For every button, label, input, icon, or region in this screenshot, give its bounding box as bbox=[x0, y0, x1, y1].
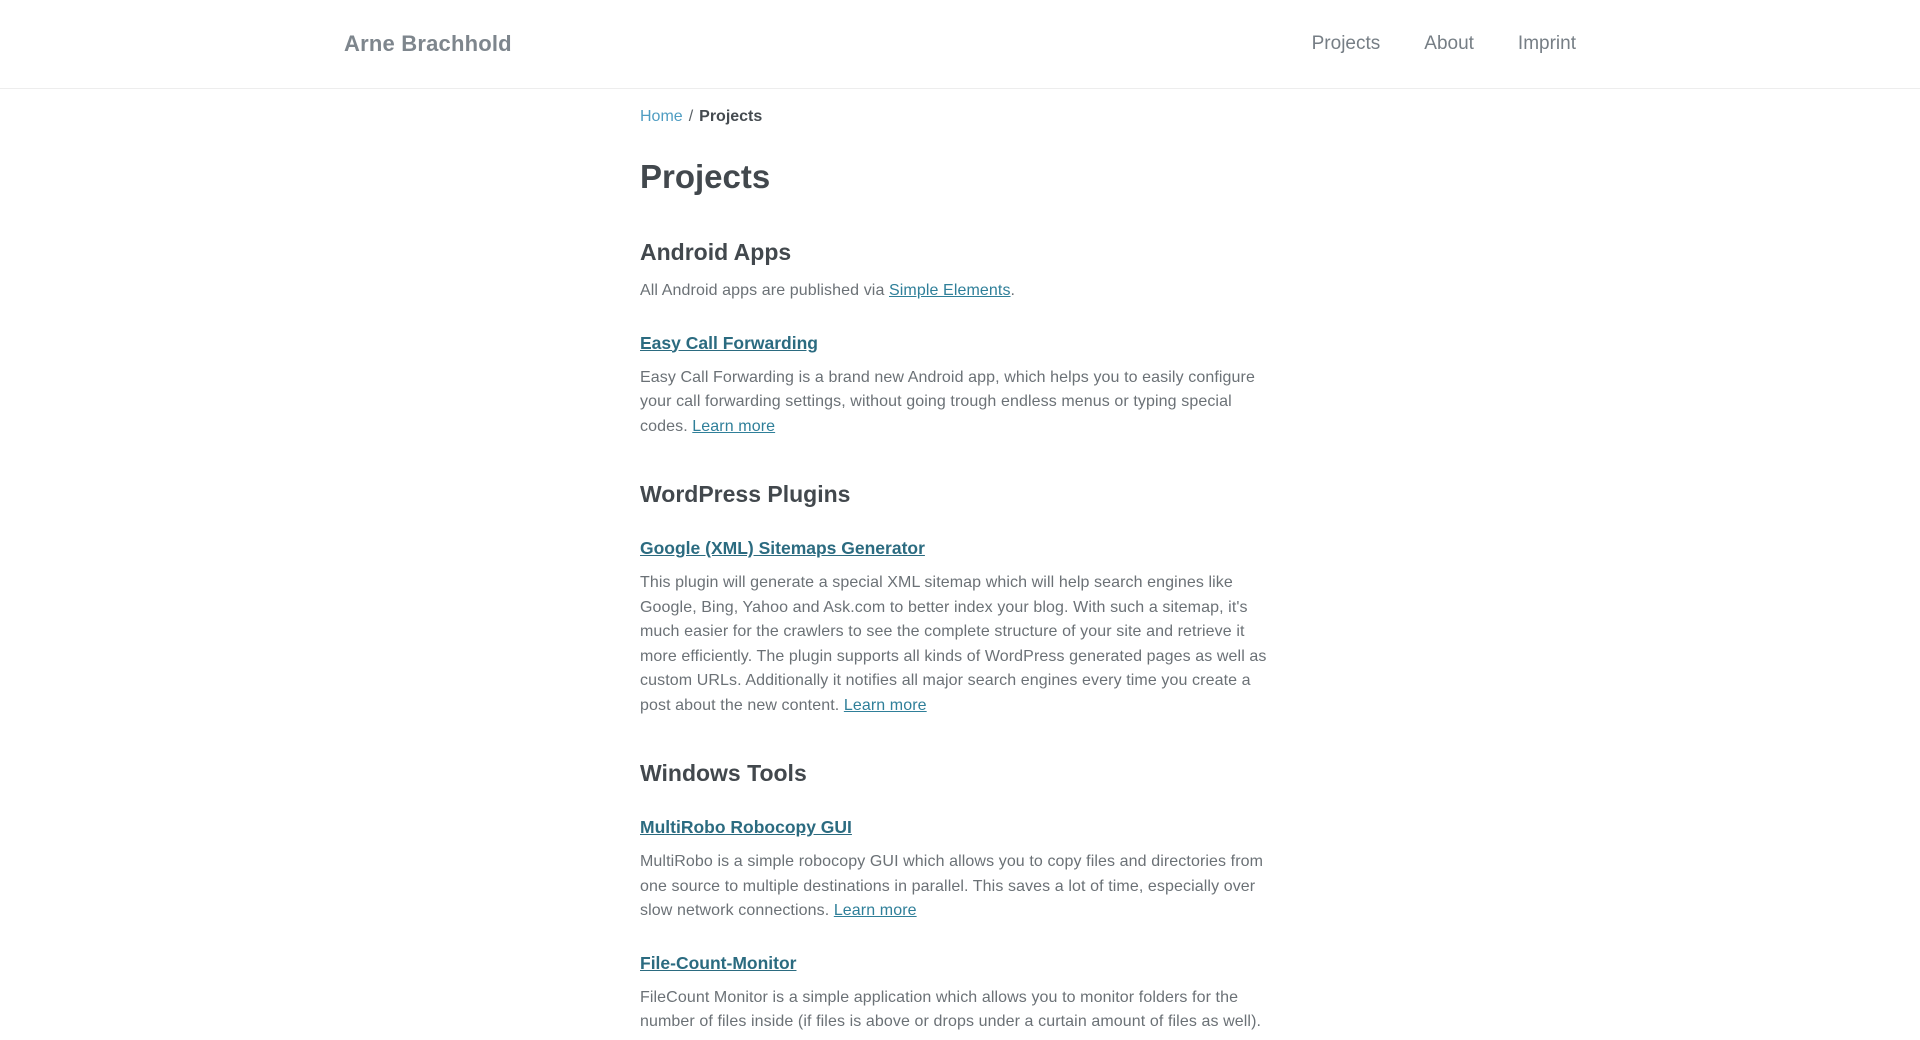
learn-more-link[interactable]: Learn more bbox=[833, 902, 917, 919]
project-description bbox=[640, 986, 1280, 1035]
project-item bbox=[640, 952, 1280, 1035]
section-heading: Windows Tools bbox=[640, 760, 807, 786]
project-description-text: FileCount Monitor is a simple application which allows you to monitor folders for the number of files inside (if files is above or drops under a curtain amount of files as well). bbox=[640, 988, 1262, 1030]
sections bbox=[640, 237, 1280, 1035]
project-item bbox=[640, 816, 1280, 924]
main-nav bbox=[1312, 33, 1576, 55]
header-inner bbox=[344, 31, 1576, 57]
project-section bbox=[640, 237, 1280, 439]
site-title[interactable]: Arne Brachhold bbox=[344, 31, 512, 56]
project-title-link[interactable]: File-Count-Monitor bbox=[640, 952, 797, 973]
project-title-link[interactable]: Google (XML) Sitemaps Generator bbox=[640, 538, 925, 558]
learn-more-link[interactable]: Learn more bbox=[692, 417, 776, 435]
breadcrumb-separator: / bbox=[688, 108, 694, 125]
project-description bbox=[640, 366, 1280, 440]
section-heading: WordPress Plugins bbox=[640, 481, 851, 507]
project-title bbox=[640, 952, 1280, 974]
intro-suffix: . bbox=[1010, 282, 1016, 299]
site-header bbox=[0, 0, 1920, 89]
section-projects bbox=[640, 816, 1280, 1035]
intro-link[interactable]: Simple Elements bbox=[889, 282, 1011, 299]
project-description-text: This plugin will generate a special XML sitemap which will help search engines like Google, Bing, Yahoo and Ask.com to better index your blog. With such a sitemap, it's much easier for the crawlers to see the complete structure of your site and retrieve it more efficiently. The plugin supports all kinds of WordPress generated pages as well as custom URLs. Additionally it notifies all major search engines every time you create a post about the new content. bbox=[640, 574, 1267, 714]
breadcrumb-current: Projects bbox=[699, 108, 763, 125]
nav-link-about[interactable]: About bbox=[1424, 33, 1474, 54]
project-title bbox=[640, 332, 1280, 354]
project-item bbox=[640, 332, 1280, 440]
project-title bbox=[640, 537, 1280, 559]
section-projects bbox=[640, 537, 1280, 718]
nav-link-projects[interactable]: Projects bbox=[1311, 33, 1381, 54]
project-title bbox=[640, 816, 1280, 838]
project-title-link[interactable]: MultiRobo Robocopy GUI bbox=[640, 817, 852, 837]
intro-prefix: All Android apps are published via bbox=[640, 282, 889, 299]
project-section bbox=[640, 479, 1280, 718]
page-title: Projects bbox=[640, 158, 771, 195]
project-item bbox=[640, 537, 1280, 718]
learn-more-link[interactable]: Learn more bbox=[843, 696, 927, 714]
project-description bbox=[640, 850, 1280, 924]
breadcrumb-home-link[interactable]: Home bbox=[640, 108, 683, 125]
section-heading: Android Apps bbox=[640, 239, 792, 265]
section-projects bbox=[640, 332, 1280, 440]
project-description-text: MultiRobo is a simple robocopy GUI which allows you to copy files and directories from one source to multiple destinations in parallel. This saves a lot of time, especially over slow network connections. bbox=[640, 853, 1264, 919]
content bbox=[640, 89, 1280, 1035]
project-section bbox=[640, 758, 1280, 1035]
nav-link-imprint[interactable]: Imprint bbox=[1517, 33, 1576, 54]
project-description-text: Easy Call Forwarding is a brand new Android app, which helps you to easily configure your call forwarding settings, without going trough endless menus or typing special codes. bbox=[640, 368, 1255, 435]
project-title-link[interactable]: Easy Call Forwarding bbox=[640, 332, 818, 353]
breadcrumb bbox=[640, 107, 1280, 127]
section-intro bbox=[640, 279, 1280, 304]
project-description bbox=[640, 571, 1280, 718]
